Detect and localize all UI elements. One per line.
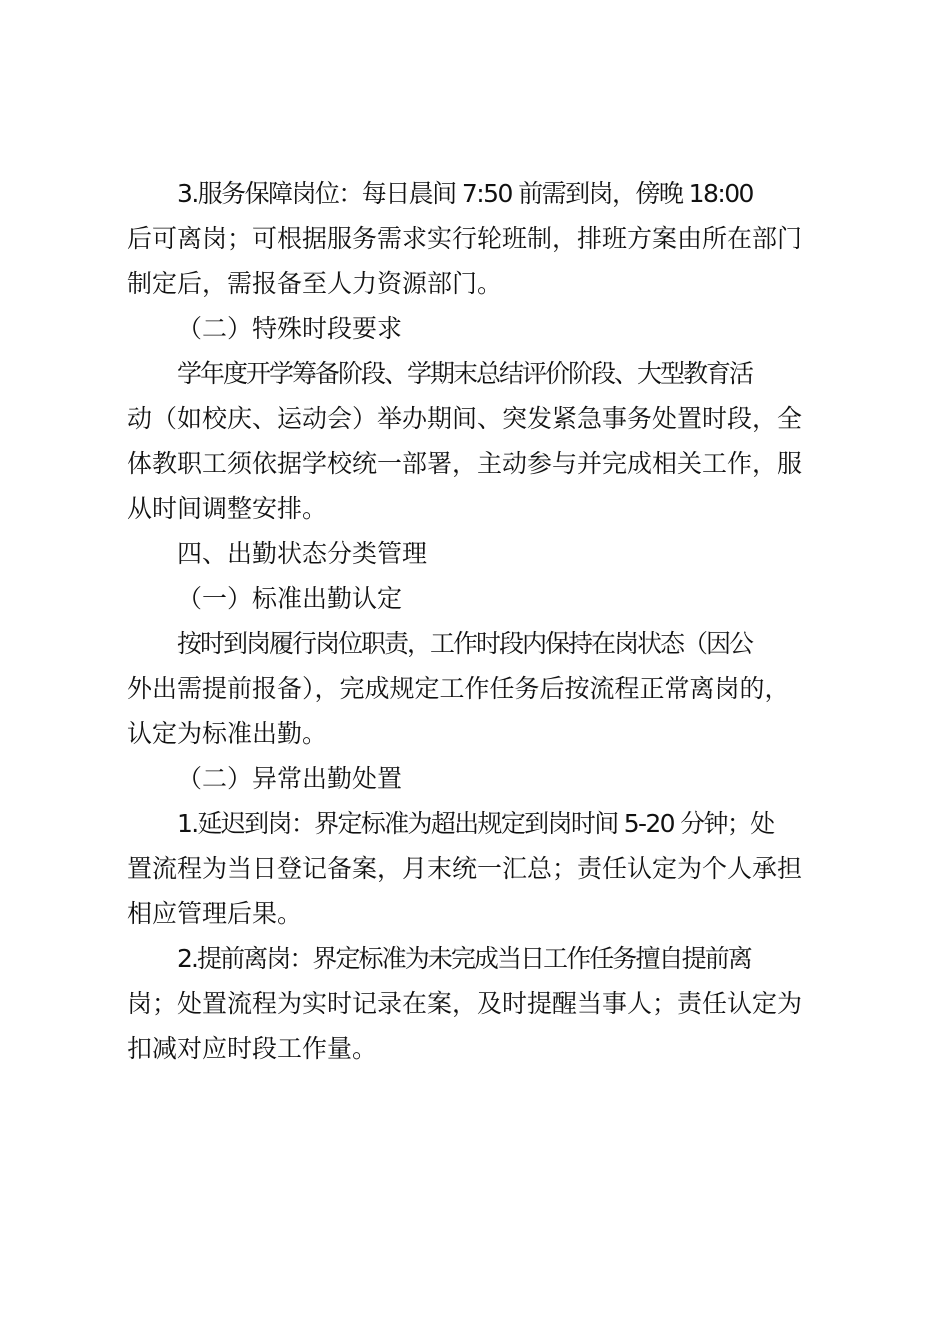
heading-standard-attendance: （一）标准出勤认定 xyxy=(177,584,403,613)
paragraph-line: 从时间调整安排。 xyxy=(127,494,328,523)
paragraph-line: 扣减对应时段工作量。 xyxy=(127,1034,378,1063)
paragraph-line: 按时到岗履行岗位职责，工作时段内保持在岗状态（因公 xyxy=(177,629,753,658)
paragraph-service-support-post xyxy=(127,171,835,306)
heading-attendance-classification: 四、出勤状态分类管理 xyxy=(177,539,428,568)
paragraph-early-departure xyxy=(127,936,835,1071)
paragraph-line: 外出需提前报备），完成规定工作任务后按流程正常离岗的， xyxy=(127,674,790,703)
paragraph-line: 相应管理后果。 xyxy=(127,899,303,928)
paragraph-line: 1.延迟到岗：界定标准为超出规定到岗时间 5-20 分钟；处 xyxy=(177,809,774,838)
paragraph-line: 认定为标准出勤。 xyxy=(127,719,328,748)
heading-special-period-requirements: （二）特殊时段要求 xyxy=(177,314,403,343)
paragraph-line: 置流程为当日登记备案，月末统一汇总；责任认定为个人承担 xyxy=(127,854,803,883)
paragraph-special-period-body xyxy=(127,351,835,531)
paragraph-line: 制定后，需报备至人力资源部门。 xyxy=(127,269,503,298)
paragraph-line: 2.提前离岗：界定标准为未完成当日工作任务擅自提前离 xyxy=(177,944,751,973)
paragraph-standard-attendance-body xyxy=(127,621,835,756)
paragraph-line: 3.服务保障岗位：每日晨间 7:50 前需到岗，傍晚 18:00 xyxy=(177,179,753,208)
heading-abnormal-attendance: （二）异常出勤处置 xyxy=(177,764,403,793)
document-body xyxy=(127,171,835,1071)
paragraph-line: 动（如校庆、运动会）举办期间、突发紧急事务处置时段，全 xyxy=(127,404,803,433)
paragraph-late-arrival xyxy=(127,801,835,936)
paragraph-line: 体教职工须依据学校统一部署，主动参与并完成相关工作，服 xyxy=(127,449,803,478)
paragraph-line: 岗；处置流程为实时记录在案，及时提醒当事人；责任认定为 xyxy=(127,989,803,1018)
paragraph-line: 后可离岗；可根据服务需求实行轮班制，排班方案由所在部门 xyxy=(127,224,803,253)
paragraph-line: 学年度开学筹备阶段、学期末总结评价阶段、大型教育活 xyxy=(177,359,753,388)
